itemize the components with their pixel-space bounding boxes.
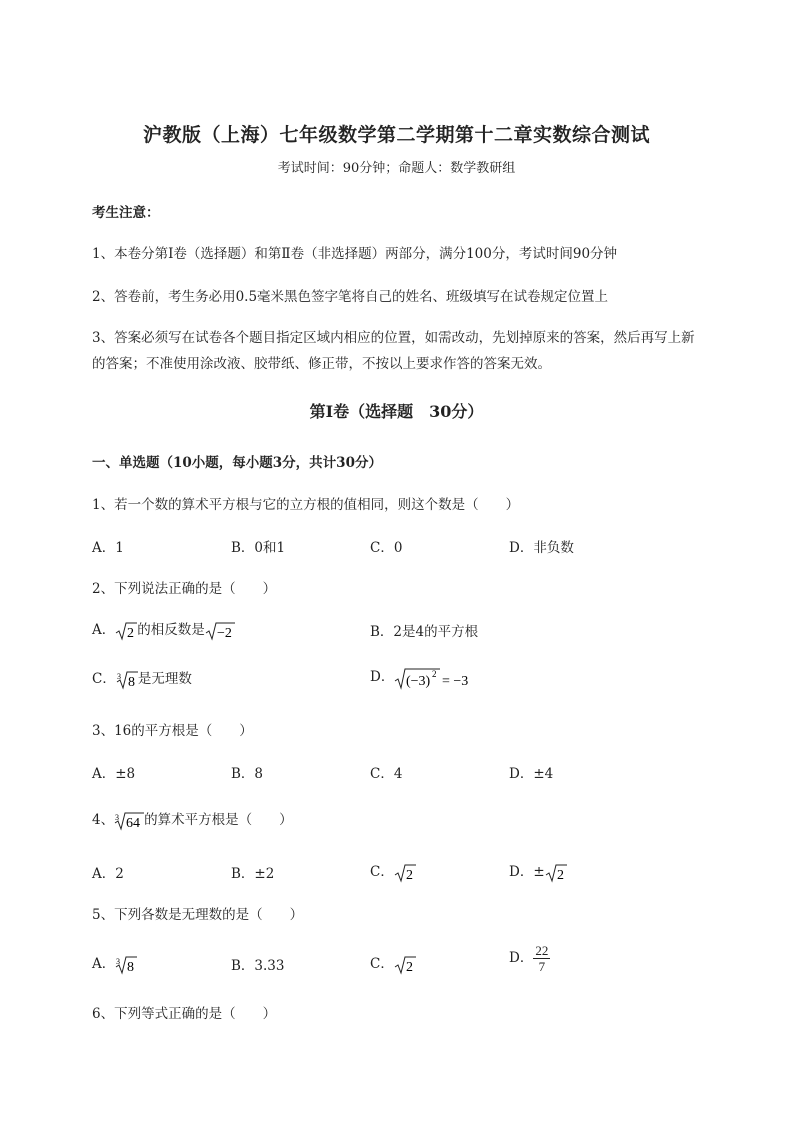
q2-option-c bbox=[92, 667, 192, 690]
q4-option-a: A．2 bbox=[92, 866, 124, 882]
cube-root-symbol bbox=[116, 670, 138, 690]
sqrt-symbol bbox=[394, 863, 416, 883]
q5-option-d bbox=[509, 943, 550, 974]
q2-option-a bbox=[92, 618, 235, 641]
sqrt-symbol bbox=[205, 621, 235, 641]
q2-a-radicand-2: −2 bbox=[216, 625, 232, 641]
q1-option-d: D．非负数 bbox=[509, 540, 574, 556]
question-6-stem: 6、下列等式正确的是（ ） bbox=[92, 1006, 277, 1022]
sqrt-symbol bbox=[115, 621, 137, 641]
q4-c-label: C． bbox=[370, 864, 394, 880]
question-2-stem: 2、下列说法正确的是（ ） bbox=[92, 581, 277, 597]
cube-root-symbol bbox=[114, 811, 144, 831]
q5-a-radicand: 8 bbox=[127, 959, 135, 975]
q2-option-b: B．2是4的平方根 bbox=[370, 624, 479, 640]
q4-option-b: B．±2 bbox=[231, 866, 275, 882]
q5-option-c bbox=[370, 952, 416, 975]
cube-root-symbol bbox=[115, 955, 137, 975]
section-title: 第I卷（选择题 30分） bbox=[309, 402, 484, 421]
q2-d-inner: (−3) bbox=[406, 673, 431, 689]
q2-d-rhs: = −3 bbox=[442, 673, 469, 689]
q2-a-radicand-1: 2 bbox=[127, 625, 135, 641]
notice-item-3-line-1: 3、答案必须写在试卷各个题目指定区域内相应的位置，如需改动，先划掉原来的答案，然后再写上新 bbox=[92, 330, 695, 346]
question-4-stem bbox=[92, 808, 293, 831]
q2-d-label: D． bbox=[370, 669, 395, 685]
q4-stem-number: 4、 bbox=[92, 812, 115, 828]
q2-option-d bbox=[370, 665, 470, 690]
q5-c-radicand: 2 bbox=[405, 959, 413, 975]
exam-info: 考试时间：90分钟；命题人：数学教研组 bbox=[277, 161, 516, 176]
q1-option-b: B．0和1 bbox=[231, 540, 286, 556]
q4-stem-text: 的算术平方根是（ ） bbox=[144, 812, 293, 828]
q3-option-c: C．4 bbox=[370, 766, 403, 782]
fraction bbox=[533, 943, 550, 974]
notice-item-3-line-2: 的答案；不准使用涂改液、胶带纸、修正带，不按以上要求作答的答案无效。 bbox=[92, 356, 551, 372]
q2-a-text: 的相反数是 bbox=[137, 622, 205, 638]
q5-option-b: B．3.33 bbox=[231, 958, 285, 974]
part-heading: 一、单选题（10小题，每小题3分，共计30分） bbox=[92, 455, 382, 471]
q1-option-c: C．0 bbox=[370, 540, 403, 556]
page-title: 沪教版（上海）七年级数学第二学期第十二章实数综合测试 bbox=[142, 124, 650, 146]
question-3-stem: 3、16的平方根是（ ） bbox=[92, 723, 253, 739]
sqrt-expression bbox=[394, 666, 470, 690]
q4-stem-index: 3 bbox=[115, 812, 120, 822]
sqrt-symbol bbox=[394, 955, 416, 975]
notice-item-1: 1、本卷分第I卷（选择题）和第Ⅱ卷（非选择题）两部分，满分100分，考试时间90分钟 bbox=[92, 246, 618, 262]
q5-d-label: D． bbox=[509, 950, 534, 966]
q4-d-label: D．± bbox=[509, 864, 545, 880]
q4-d-radicand: 2 bbox=[556, 867, 564, 883]
q2-a-label: A． bbox=[92, 622, 116, 638]
sqrt-symbol bbox=[545, 863, 567, 883]
q5-a-index: 3 bbox=[116, 956, 121, 966]
q3-option-b: B．8 bbox=[231, 766, 264, 782]
question-1-stem: 1、若一个数的算术平方根与它的立方根的值相同，则这个数是（ ） bbox=[92, 497, 520, 513]
notice-heading: 考生注意： bbox=[92, 205, 160, 221]
q4-option-c bbox=[370, 860, 416, 883]
q4-option-d bbox=[509, 860, 567, 883]
q2-c-label: C． bbox=[92, 671, 116, 687]
q3-option-d: D．±4 bbox=[509, 766, 554, 782]
q2-c-radicand: 8 bbox=[127, 674, 135, 690]
question-5-stem: 5、下列各数是无理数的是（ ） bbox=[92, 907, 304, 923]
q4-c-radicand: 2 bbox=[405, 867, 413, 883]
q4-stem-radicand: 64 bbox=[126, 815, 141, 831]
fraction-numerator: 22 bbox=[535, 943, 549, 958]
fraction-denominator: 7 bbox=[538, 959, 546, 974]
q2-c-text: 是无理数 bbox=[137, 671, 192, 687]
q5-a-label: A． bbox=[92, 956, 116, 972]
q1-option-a: A．1 bbox=[92, 540, 124, 556]
q3-option-a: A．±8 bbox=[92, 766, 136, 782]
q2-c-index: 3 bbox=[116, 671, 121, 681]
q2-d-exponent: 2 bbox=[432, 668, 437, 679]
notice-item-2: 2、答卷前，考生务必用0.5毫米黑色签字笔将自己的姓名、班级填写在试卷规定位置上 bbox=[92, 289, 609, 305]
q5-option-a bbox=[92, 952, 137, 975]
q5-c-label: C． bbox=[370, 956, 394, 972]
